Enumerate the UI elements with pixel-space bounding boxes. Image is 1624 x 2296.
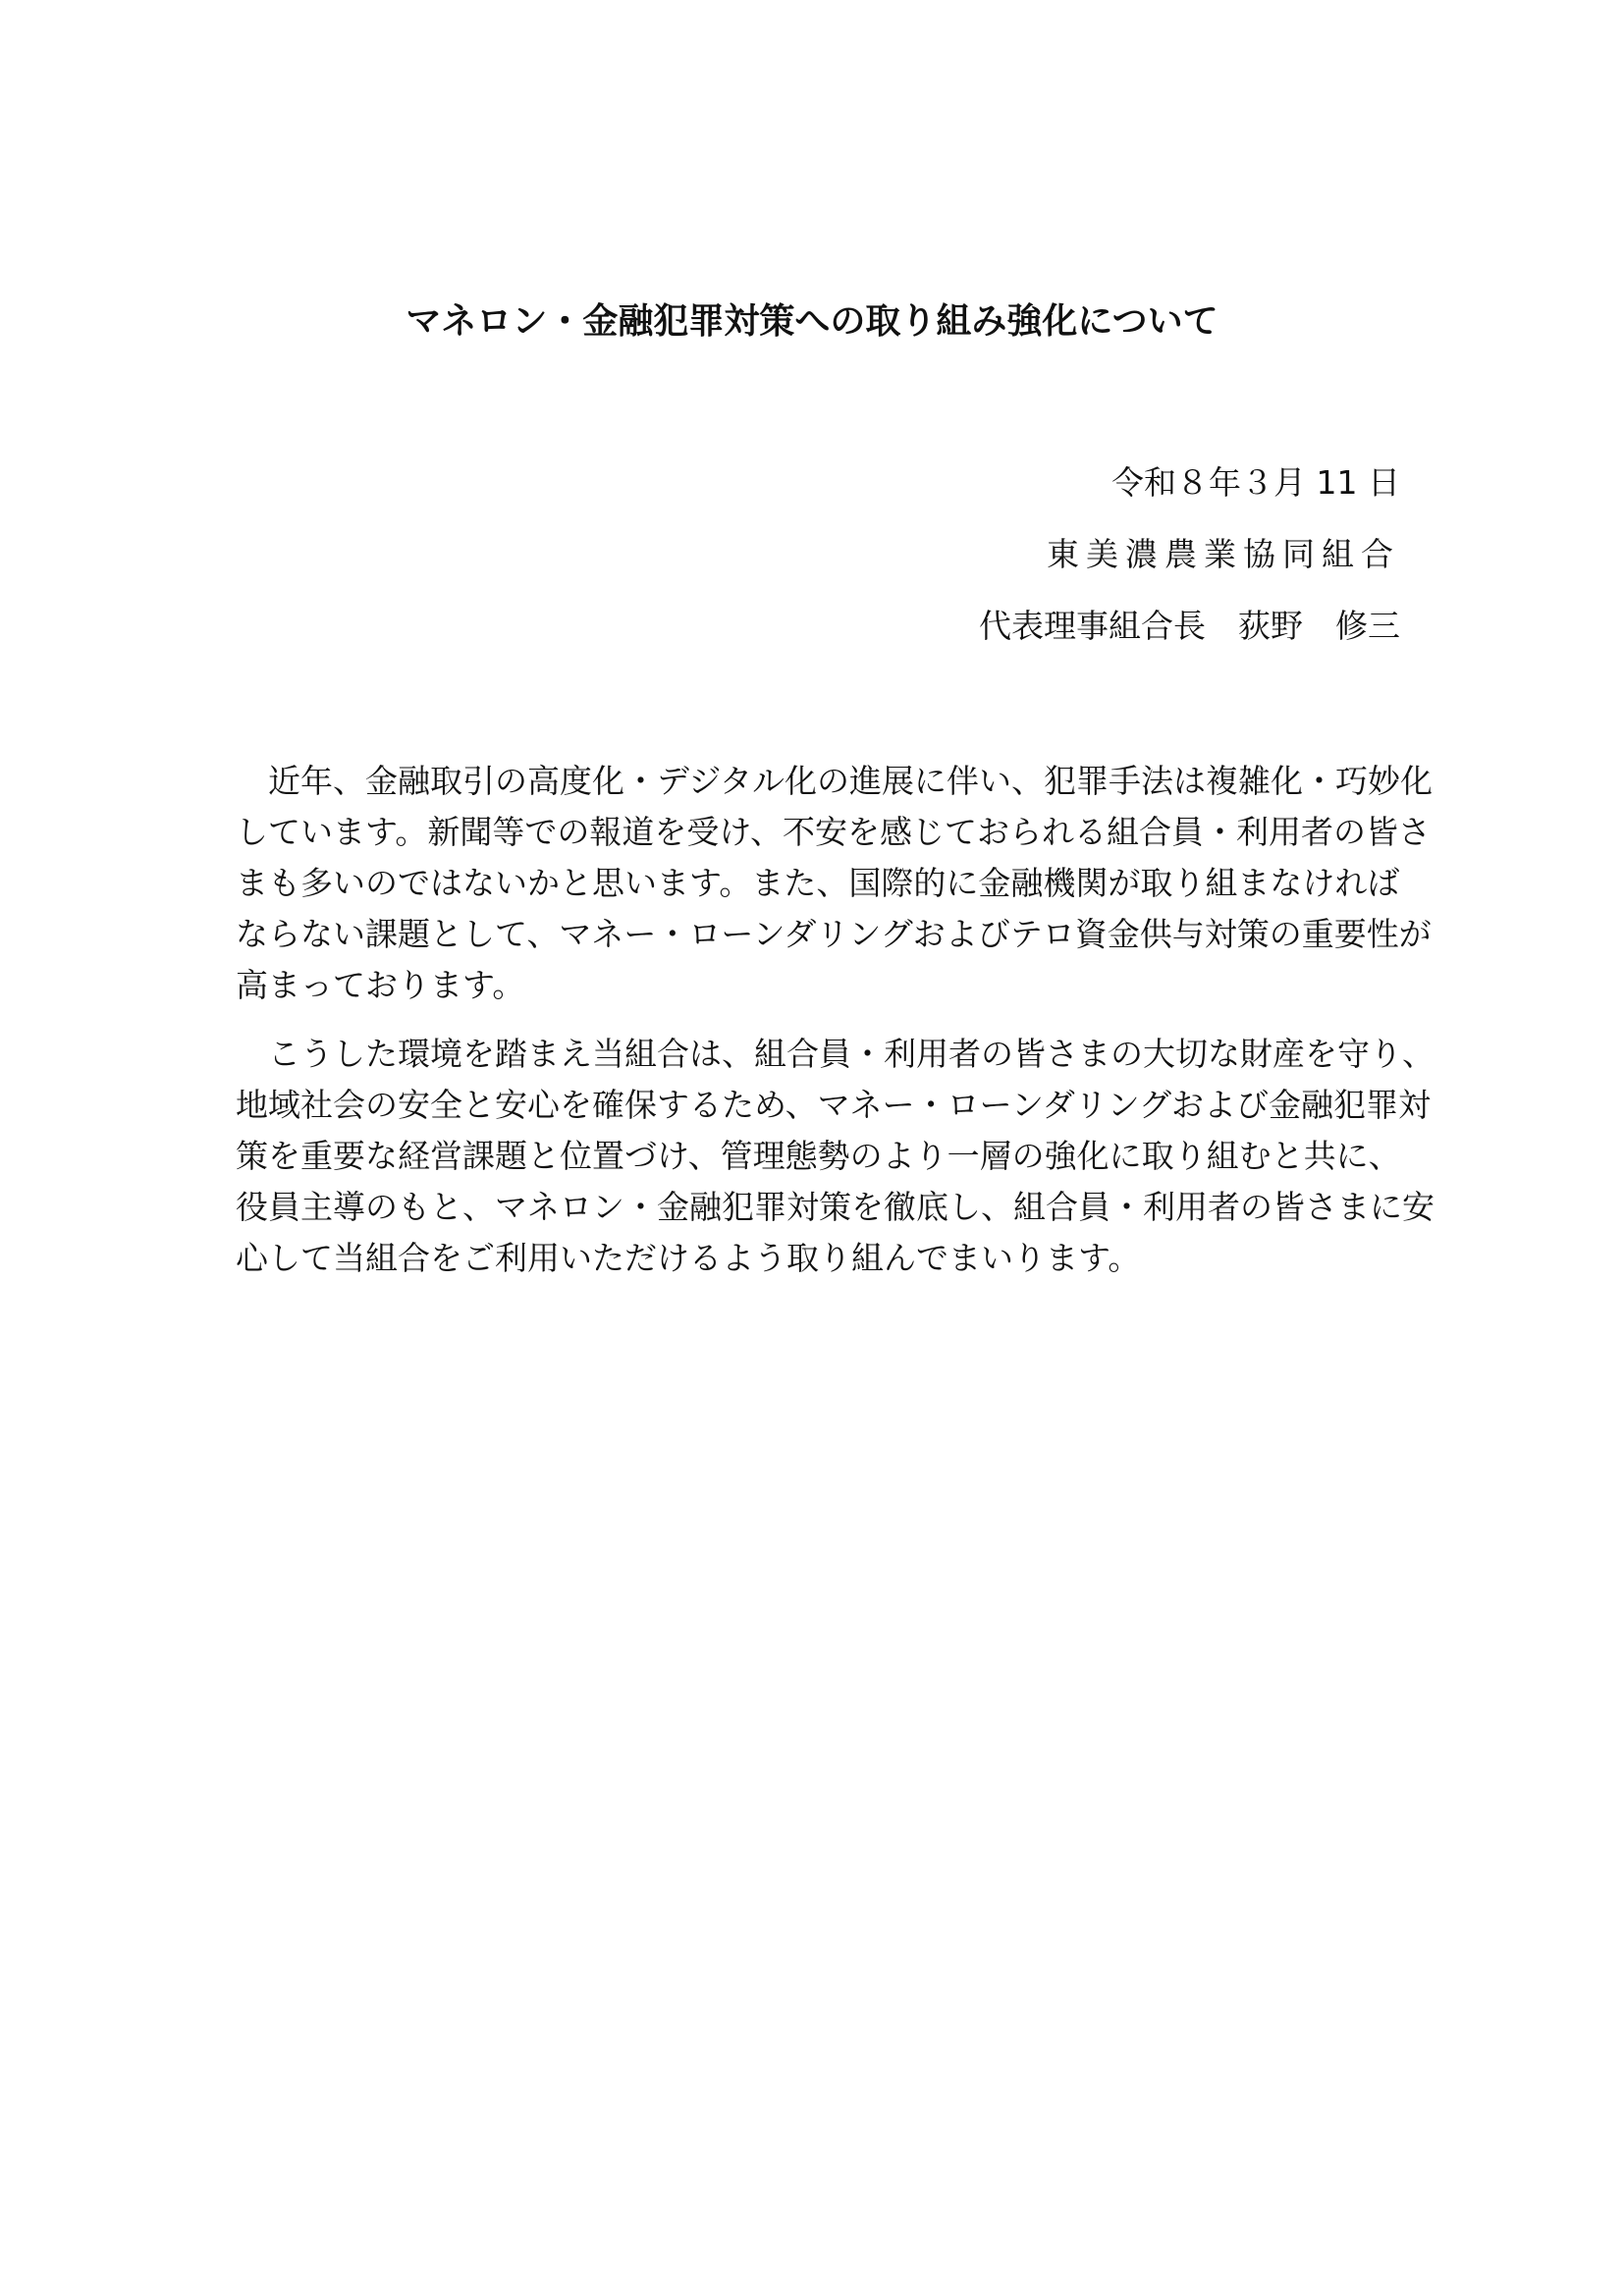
document-meta xyxy=(516,463,1400,678)
paragraph-line: こうした環境を踏まえ当組合は、組合員・利用者の皆さまの大切な財産を守り、 xyxy=(236,1035,1435,1073)
paragraph-line: 近年、金融取引の高度化・デジタル化の進展に伴い、犯罪手法は複雑化・巧妙化 xyxy=(236,762,1434,800)
paragraph-line: まも多いのではないかと思います。また、国際的に金融機関が取り組まなければ xyxy=(236,864,1400,902)
paragraph-line: 高まっております。 xyxy=(236,966,525,1004)
paragraph-line: 地域社会の安全と安心を確保するため、マネー・ローンダリングおよび金融犯罪対 xyxy=(236,1086,1432,1124)
paragraph-line: しています。新聞等での報道を受け、不安を感じておられる組合員・利用者の皆さ xyxy=(236,813,1432,851)
paragraph-2 xyxy=(236,1031,1435,1282)
document-date: 令和８年３月 11 日 xyxy=(1111,463,1400,502)
paragraph-line: 心して当組合をご利用いただけるよう取り組んでまいります。 xyxy=(236,1239,1141,1277)
organization-name: 東美濃農業協同組合 xyxy=(1047,535,1400,573)
paragraph-line: 役員主導のもと、マネロン・金融犯罪対策を徹底し、組合員・利用者の皆さまに安 xyxy=(236,1188,1435,1226)
paragraph-line: ならない課題として、マネー・ローンダリングおよびテロ資金供与対策の重要性が xyxy=(236,915,1432,953)
paragraph-1 xyxy=(236,758,1434,1009)
document-body xyxy=(236,758,1435,1304)
document-title: マネロン・金融犯罪対策への取り組み強化について xyxy=(406,301,1218,342)
signatory-name: 代表理事組合長 荻野 修三 xyxy=(979,607,1400,645)
paragraph-line: 策を重要な経営課題と位置づけ、管理態勢のより一層の強化に取り組むと共に、 xyxy=(236,1137,1401,1175)
